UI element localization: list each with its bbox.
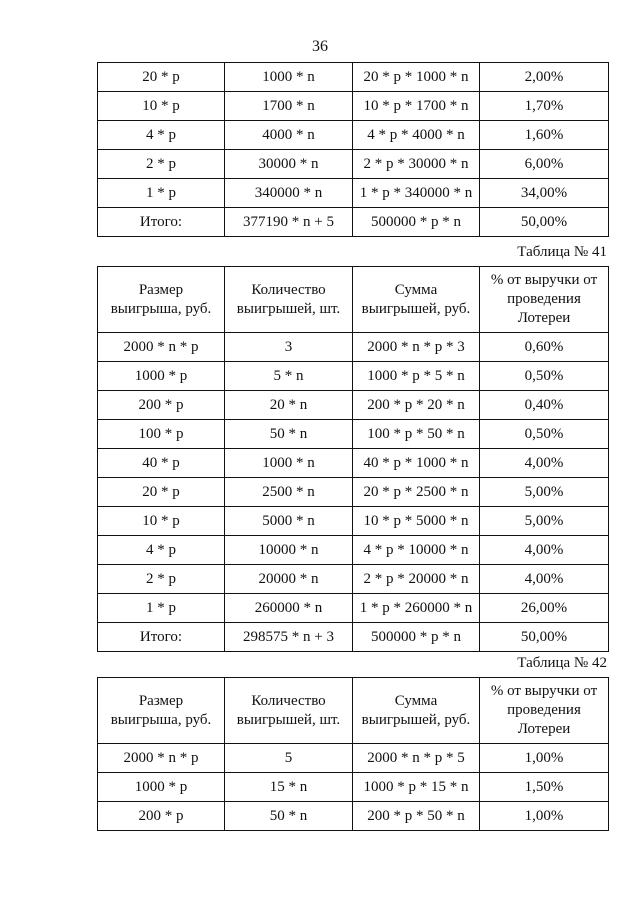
- table-row: [98, 63, 609, 92]
- table-row: [98, 333, 609, 362]
- table-cell: Итого:: [98, 208, 225, 237]
- table-cell: 500000 * p * n: [353, 623, 480, 652]
- table-cell: 34,00%: [480, 179, 609, 208]
- table-cell: 200 * p: [98, 802, 225, 831]
- table-41-caption: Таблица № 41: [517, 244, 607, 260]
- table-cell: 2000 * n * p * 5: [353, 744, 480, 773]
- table-cell: 1000 * n: [225, 63, 353, 92]
- table-header-row: [98, 678, 609, 744]
- column-header: Сумма выигрышей, руб.: [353, 267, 480, 333]
- prize-table-continued: [97, 62, 609, 237]
- table-cell: 2 * p * 20000 * n: [353, 565, 480, 594]
- column-header: % от выручки от проведения Лотереи: [480, 267, 609, 333]
- table-cell: 5,00%: [480, 478, 609, 507]
- table-row: [98, 773, 609, 802]
- table-cell: 2 * p: [98, 565, 225, 594]
- table-cell: 50,00%: [480, 623, 609, 652]
- table-cell: 10000 * n: [225, 536, 353, 565]
- table-cell: 1 * p: [98, 594, 225, 623]
- table-cell: 4,00%: [480, 565, 609, 594]
- table-cell: 20 * p: [98, 478, 225, 507]
- table-cell: 20 * p * 1000 * n: [353, 63, 480, 92]
- table-cell: 200 * p * 50 * n: [353, 802, 480, 831]
- table-cell: 200 * p: [98, 391, 225, 420]
- table-cell: 1000 * p: [98, 362, 225, 391]
- table-row: [98, 362, 609, 391]
- table-cell: 0,50%: [480, 420, 609, 449]
- table-cell: 20 * n: [225, 391, 353, 420]
- table-cell: 1000 * p * 15 * n: [353, 773, 480, 802]
- table-cell: 2500 * n: [225, 478, 353, 507]
- table-cell: 30000 * n: [225, 150, 353, 179]
- table-cell: 1000 * n: [225, 449, 353, 478]
- total-row: [98, 208, 609, 237]
- table-cell: 50 * n: [225, 802, 353, 831]
- table-cell: 5000 * n: [225, 507, 353, 536]
- table-row: [98, 565, 609, 594]
- table-cell: 1,70%: [480, 92, 609, 121]
- column-header: Размер выигрыша, руб.: [98, 678, 225, 744]
- column-header: Количество выигрышей, шт.: [225, 267, 353, 333]
- table-cell: 4 * p: [98, 121, 225, 150]
- table-cell: 20 * p: [98, 63, 225, 92]
- table-cell: 2000 * n * p: [98, 744, 225, 773]
- table-cell: 100 * p: [98, 420, 225, 449]
- table-cell: 5,00%: [480, 507, 609, 536]
- table-cell: 50,00%: [480, 208, 609, 237]
- table-cell: 1,00%: [480, 744, 609, 773]
- table-cell: 1 * p * 340000 * n: [353, 179, 480, 208]
- table-cell: 298575 * n + 3: [225, 623, 353, 652]
- table-cell: 2000 * n * p * 3: [353, 333, 480, 362]
- page-number: 36: [312, 38, 328, 55]
- table-cell: 10 * p: [98, 507, 225, 536]
- table-cell: 1,00%: [480, 802, 609, 831]
- table-cell: 4,00%: [480, 536, 609, 565]
- table-cell: 1700 * n: [225, 92, 353, 121]
- total-row: [98, 623, 609, 652]
- table-cell: 0,60%: [480, 333, 609, 362]
- table-cell: 2,00%: [480, 63, 609, 92]
- table-cell: 10 * p * 1700 * n: [353, 92, 480, 121]
- table-cell: 0,40%: [480, 391, 609, 420]
- table-cell: 40 * p * 1000 * n: [353, 449, 480, 478]
- table-cell: 15 * n: [225, 773, 353, 802]
- table-cell: 4000 * n: [225, 121, 353, 150]
- table-cell: 1,50%: [480, 773, 609, 802]
- table-cell: Итого:: [98, 623, 225, 652]
- table-row: [98, 536, 609, 565]
- column-header: % от выручки от проведения Лотереи: [480, 678, 609, 744]
- table-cell: 2 * p * 30000 * n: [353, 150, 480, 179]
- table-cell: 20 * p * 2500 * n: [353, 478, 480, 507]
- table-header-row: [98, 267, 609, 333]
- table-cell: 10 * p * 5000 * n: [353, 507, 480, 536]
- prize-table-41: [97, 266, 609, 652]
- table-row: [98, 744, 609, 773]
- column-header: Сумма выигрышей, руб.: [353, 678, 480, 744]
- table-cell: 0,50%: [480, 362, 609, 391]
- table-cell: 1 * p: [98, 179, 225, 208]
- table-cell: 100 * p * 50 * n: [353, 420, 480, 449]
- table-row: [98, 594, 609, 623]
- table-row: [98, 478, 609, 507]
- table-cell: 4 * p * 10000 * n: [353, 536, 480, 565]
- table-cell: 340000 * n: [225, 179, 353, 208]
- table-cell: 5 * n: [225, 362, 353, 391]
- table-row: [98, 449, 609, 478]
- table-cell: 260000 * n: [225, 594, 353, 623]
- column-header: Размер выигрыша, руб.: [98, 267, 225, 333]
- prize-table-42: [97, 677, 609, 831]
- table-cell: 6,00%: [480, 150, 609, 179]
- table-cell: 2 * p: [98, 150, 225, 179]
- table-row: [98, 420, 609, 449]
- column-header: Количество выигрышей, шт.: [225, 678, 353, 744]
- table-row: [98, 150, 609, 179]
- table-cell: 500000 * p * n: [353, 208, 480, 237]
- table-cell: 377190 * n + 5: [225, 208, 353, 237]
- table-cell: 20000 * n: [225, 565, 353, 594]
- table-cell: 1000 * p: [98, 773, 225, 802]
- table-cell: 4 * p * 4000 * n: [353, 121, 480, 150]
- table-row: [98, 802, 609, 831]
- table-cell: 1,60%: [480, 121, 609, 150]
- table-cell: 4,00%: [480, 449, 609, 478]
- table-cell: 2000 * n * p: [98, 333, 225, 362]
- table-42-caption: Таблица № 42: [517, 655, 607, 671]
- table-row: [98, 92, 609, 121]
- table-row: [98, 121, 609, 150]
- table-cell: 1000 * p * 5 * n: [353, 362, 480, 391]
- table-row: [98, 391, 609, 420]
- table-cell: 200 * p * 20 * n: [353, 391, 480, 420]
- table-cell: 4 * p: [98, 536, 225, 565]
- table-cell: 10 * p: [98, 92, 225, 121]
- table-cell: 26,00%: [480, 594, 609, 623]
- table-cell: 50 * n: [225, 420, 353, 449]
- table-cell: 1 * p * 260000 * n: [353, 594, 480, 623]
- table-row: [98, 179, 609, 208]
- table-cell: 40 * p: [98, 449, 225, 478]
- table-row: [98, 507, 609, 536]
- table-cell: 3: [225, 333, 353, 362]
- table-cell: 5: [225, 744, 353, 773]
